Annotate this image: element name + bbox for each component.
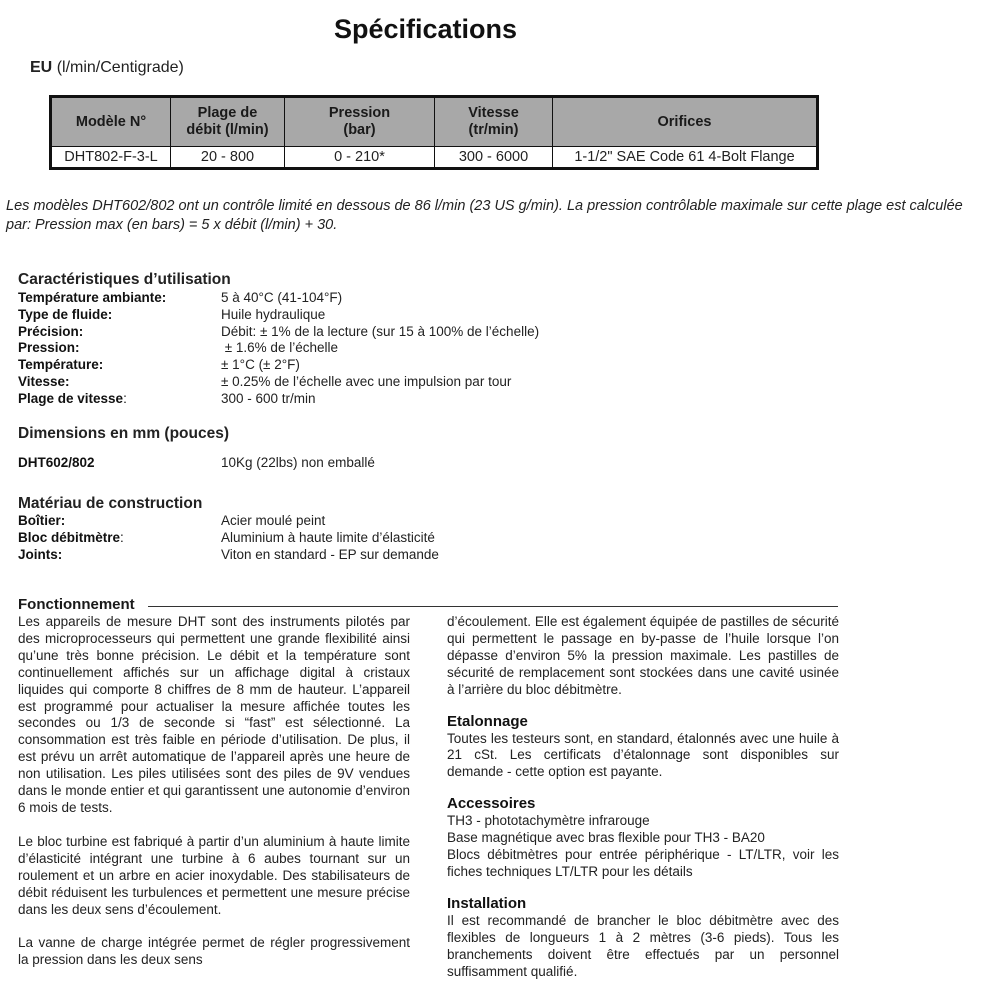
region-label	[30, 59, 184, 77]
region-units: (l/min/Centigrade)	[56, 59, 184, 76]
table-row	[51, 147, 818, 169]
dimensions-list	[18, 455, 375, 472]
list-item: Blocs débitmètres pour entrée périphérique - LT/LTR, voir les fiches techniques LT/LTR pour les détails	[447, 847, 839, 879]
list-item: DHT602/802 10Kg (22lbs) non emballé	[18, 455, 375, 470]
page-title: Spécifications	[333, 14, 518, 44]
section-title-etalonnage: Etalonnage	[447, 712, 528, 730]
paragraph: Les appareils de mesure DHT sont des instruments pilotés par des microprocesseurs qui permettent une grande flexibilité ainsi qu’une très bonne précision. Le débit et la température sont continuellement affichés sur un affichage digital à cristaux liquides qui comporte 8 chiffres de 8 mm de hauteur. L’appareil est programmé pour actualiser la mesure affichée toutes les secondes ou 1/3 de seconde si “fast” est sélectionné. La consommation est très faible en période d’utilisation. De plus, il est prévu un arrêt automatique de l’appareil après une heure de non utilisation. Les piles utilisées sont des piles de 9V vendues dans le monde entier et qui garantissent une autonomie d’environ 6 mois de tests.	[18, 614, 410, 815]
section-title-installation: Installation	[447, 894, 527, 912]
paragraph: Toutes les testeurs sont, en standard, étalonnés avec une huile à 21 cSt. Les certificats d’étalonnage sont disponibles sur demande - cette option est payante.	[447, 730, 839, 780]
right-column	[447, 614, 839, 981]
list-item: Base magnétique avec bras flexible pour TH3 - BA20	[447, 830, 765, 846]
paragraph: d’écoulement. Elle est également équipée de pastilles de sécurité qui permettent le passage en by-passe de l’huile lorsque l’on dépasse d’environ 5% la pression maximale. Les pastilles de sécurité de remplacement sont stockées dans une cavité usinée à l’arrière du bloc débitmètre.	[447, 614, 839, 697]
list-item: Joints: Viton en standard - EP sur demande	[18, 546, 439, 562]
cell-vitesse: 300 - 6000	[435, 147, 553, 169]
caracteristiques-list	[18, 290, 539, 408]
spec-table-header-row	[51, 97, 818, 147]
section-title-caracteristiques: Caractéristiques d’utilisation	[18, 271, 231, 288]
list-item: Vitesse: ± 0.25% de l’échelle avec une impulsion par tour	[18, 373, 512, 389]
materiau-list	[18, 513, 439, 563]
list-item: Type de fluide: Huile hydraulique	[18, 306, 326, 322]
section-title-dimensions: Dimensions en mm (pouces)	[18, 425, 230, 442]
spec-table	[49, 95, 819, 170]
list-item: Bloc débitmètre: Aluminium à haute limite d’élasticité	[18, 529, 435, 545]
cell-modele: DHT802-F-3-L	[51, 147, 171, 169]
section-title-fonctionnement: Fonctionnement	[18, 596, 838, 616]
footnote: Les modèles DHT602/802 ont un contrôle limité en dessous de 86 l/min (23 US g/min). La pression contrôlable maximale sur cette plage est calculée par: Pression max (en bars) = 5 x débit (l/min) + 30.	[6, 198, 963, 233]
section-divider	[148, 606, 838, 607]
list-item: Température ambiante: 5 à 40°C (41-104°F)	[18, 290, 343, 305]
cell-pression: 0 - 210*	[285, 147, 435, 169]
header-modele: Modèle N°	[51, 97, 171, 147]
paragraph: La vanne de charge intégrée permet de régler progressivement la pression dans les deux sens	[18, 935, 410, 968]
paragraph: Il est recommandé de brancher le bloc débitmètre avec des flexibles de longueurs 1 à 2 mètres (3-6 pieds). Tous les branchements doivent être effectués par un personnel suffisamment qualifié.	[447, 912, 839, 979]
paragraph: Le bloc turbine est fabriqué à partir d’un aluminium à haute limite d’élasticité intégrant une turbine à 6 aubes tournant sur un roulement et un arbre en acier inoxydable. Des stabilisateurs de débit réduisent les turbulences et permettent une mesure précise dans les deux sens d’écoulement.	[18, 833, 410, 917]
cell-plage-debit: 20 - 800	[171, 147, 285, 169]
region-code: EU	[30, 59, 53, 76]
list-item: Précision: Débit: ± 1% de la lecture (sur 15 à 100% de l’échelle)	[18, 323, 540, 339]
list-item: Pression: ± 1.6% de l’échelle	[18, 340, 338, 356]
list-item: Boîtier: Acier moulé peint	[18, 513, 326, 528]
header-vitesse: Vitesse (tr/min)	[435, 97, 553, 147]
section-title-accessoires: Accessoires	[447, 795, 536, 813]
section-title-materiau: Matériau de construction	[18, 495, 203, 512]
left-column	[18, 614, 410, 969]
header-orifices: Orifices	[553, 97, 818, 147]
cell-orifices: 1-1/2" SAE Code 61 4-Bolt Flange	[553, 147, 818, 169]
list-item: Plage de vitesse: 300 - 600 tr/min	[18, 390, 316, 406]
list-item: Température: ± 1°C (± 2°F)	[18, 357, 300, 373]
header-pression: Pression (bar)	[285, 97, 435, 147]
accessoires-list	[447, 813, 839, 881]
header-plage-debit: Plage de débit (l/min)	[171, 97, 285, 147]
list-item: TH3 - phototachymètre infrarouge	[447, 813, 650, 829]
